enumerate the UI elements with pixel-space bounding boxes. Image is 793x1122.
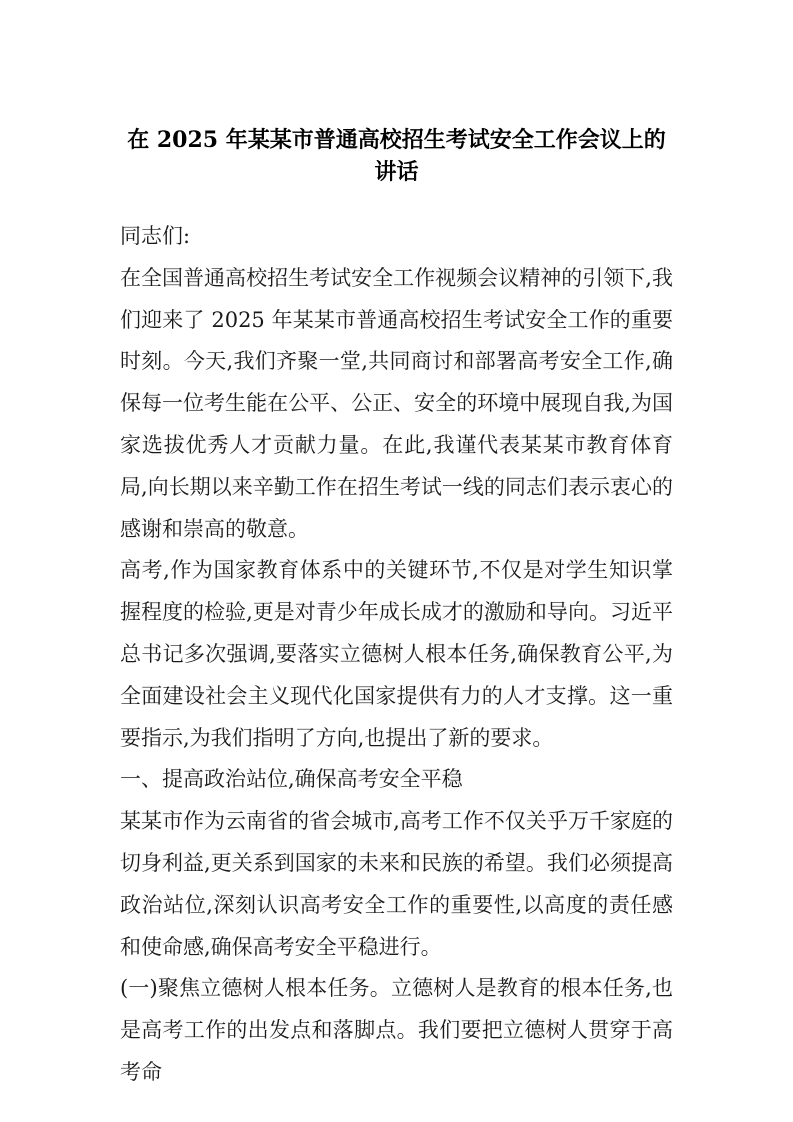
paragraph-lideshuren-task: (一)聚焦立德树人根本任务。立德树人是教育的根本任务,也是高考工作的出发点和落脚点。我们要把立德树人贯穿于高考命	[120, 976, 673, 1084]
document-content	[120, 124, 673, 1094]
paragraph-gaokao-significance: 高考,作为国家教育体系中的关键环节,不仅是对学生知识掌握程度的检验,更是对青少年成长成才的激励和导向。习近平总书记多次强调,要落实立德树人根本任务,确保教育公平,为全面建设社会主义现代化国家提供有力的人才支撑。这一重要指示,为我们指明了方向,也提出了新的要求。	[120, 558, 673, 750]
document-title: 在 2025 年某某市普通高校招生考试安全工作会议上的讲话	[127, 127, 666, 185]
paragraph-opening-remarks: 在全国普通高校招生考试安全工作视频会议精神的引领下,我们迎来了 2025 年某某市普通高校招生考试安全工作的重要时刻。今天,我们齐聚一堂,共同商讨和部署高考安全工作,确保每一位考生能在公平、公正、安全的环境中展现自我,为国家选拔优秀人才贡献力量。在此,我谨代表某某市教育体育局,向长期以来辛勤工作在招生考试一线的同志们表示衷心的感谢和崇高的敬意。	[120, 265, 673, 541]
paragraph-political-stance: 某某市作为云南省的省会城市,高考工作不仅关乎万千家庭的切身利益,更关系到国家的未来和民族的希望。我们必须提高政治站位,深刻认识高考安全工作的重要性,以高度的责任感和使命感,确保高考安全平稳进行。	[120, 809, 673, 959]
section-heading-1: 一、提高政治站位,确保高考安全平稳	[120, 767, 463, 792]
salutation-paragraph: 同志们:	[120, 224, 191, 248]
